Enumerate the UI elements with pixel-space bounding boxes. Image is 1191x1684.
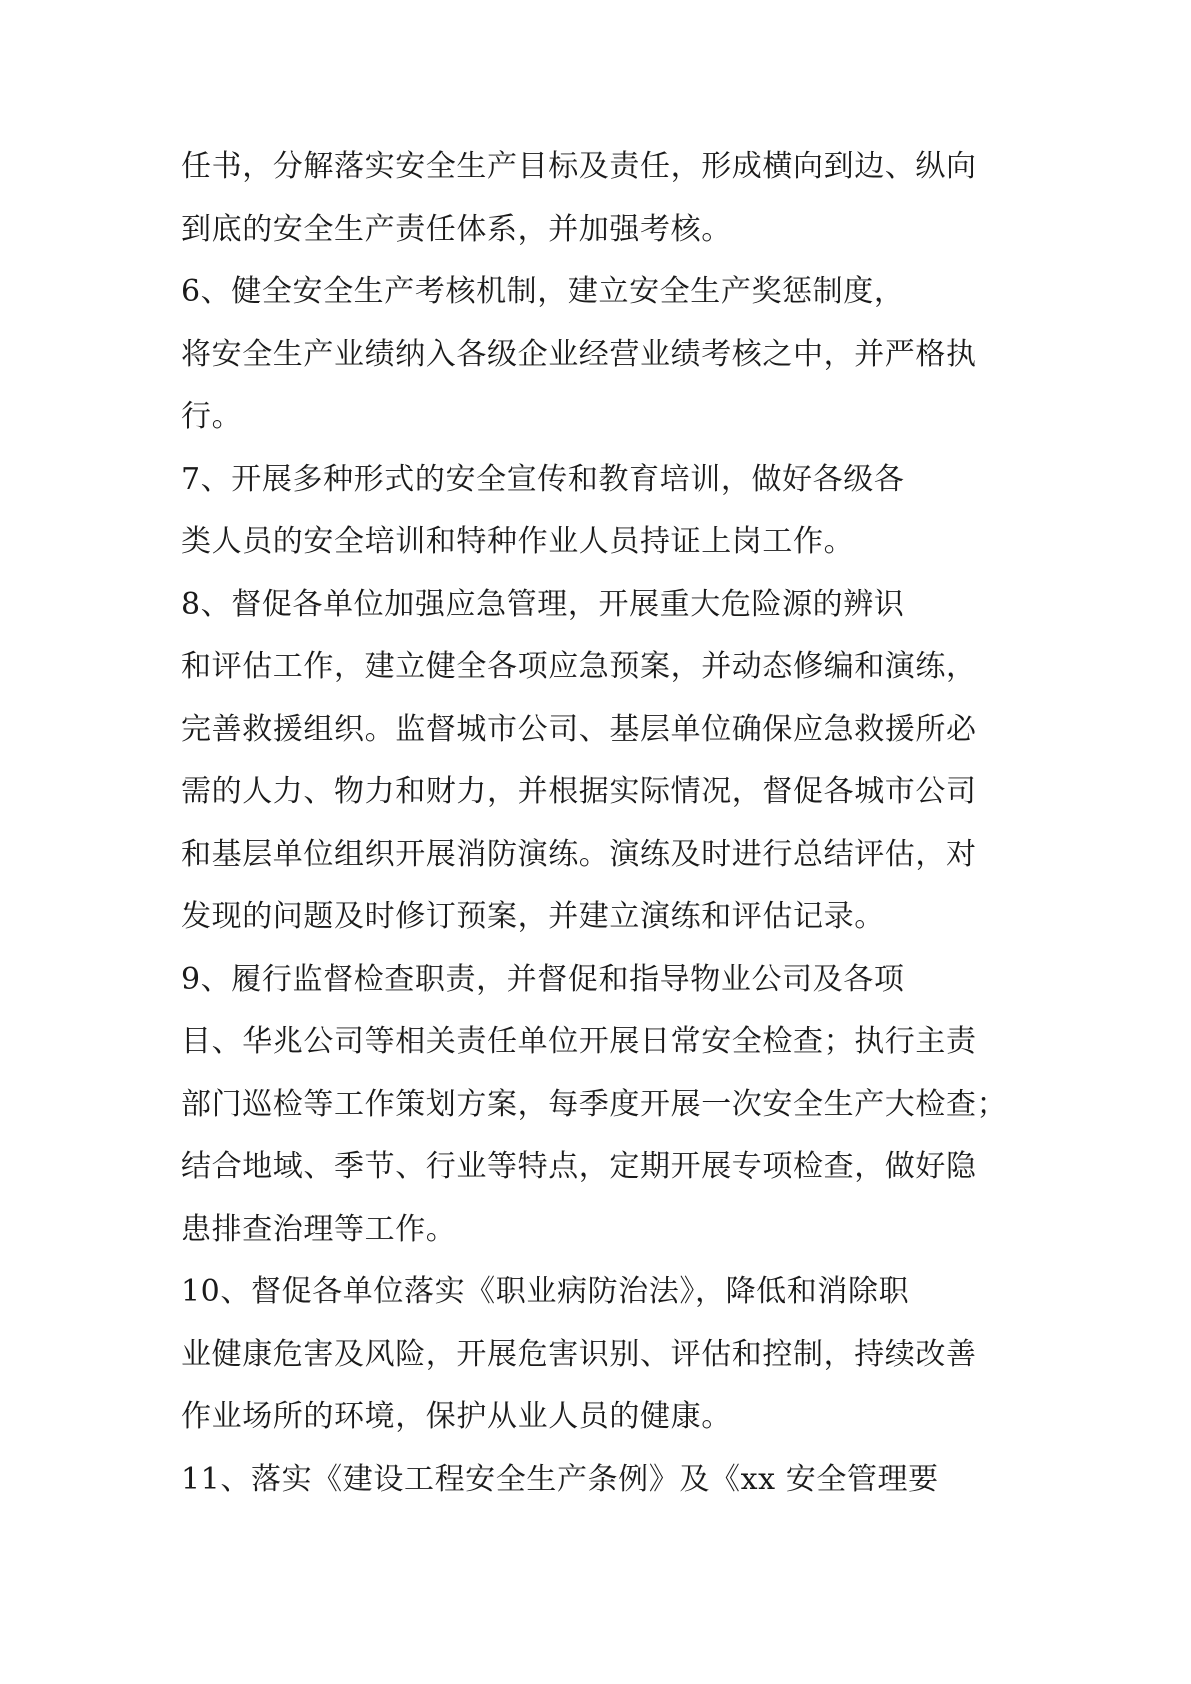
text-line: 目、华兆公司等相关责任单位开展日常安全检查；执行主责 — [181, 1024, 977, 1059]
text-line: 行。 — [181, 399, 243, 434]
text-line: 任书，分解落实安全生产目标及责任，形成横向到边、纵向 — [181, 149, 977, 184]
text-line: 到底的安全生产责任体系，并加强考核。 — [181, 211, 732, 247]
paragraph — [181, 261, 1019, 449]
text-line: 和基层单位组织开展消防演练。演练及时进行总结评估，对 — [181, 836, 977, 872]
text-line: 结合地域、季节、行业等特点，定期开展专项检查，做好隐 — [181, 1149, 977, 1184]
text-line: 9、履行监督检查职责，并督促和指导物业公司及各项 — [181, 961, 905, 997]
text-line: 发现的问题及时修订预案，并建立演练和评估记录。 — [181, 899, 885, 934]
text-line: 8、督促各单位加强应急管理，开展重大危险源的辨识 — [181, 586, 905, 622]
text-line: 10、督促各单位落实《职业病防治法》，降低和消除职 — [181, 1274, 910, 1309]
text-line: 业健康危害及风险，开展危害识别、评估和控制，持续改善 — [181, 1336, 977, 1372]
text-line: 类人员的安全培训和特种作业人员持证上岗工作。 — [181, 524, 855, 559]
text-line: 患排查治理等工作。 — [181, 1211, 457, 1247]
paragraph — [181, 449, 1019, 574]
paragraph — [181, 1449, 1019, 1512]
text-line: 6、健全安全生产考核机制，建立安全生产奖惩制度， — [181, 274, 905, 309]
text-line: 将安全生产业绩纳入各级企业经营业绩考核之中，并严格执 — [181, 336, 977, 372]
paragraph — [181, 574, 1019, 949]
paragraph — [181, 136, 1019, 261]
text-line: 部门巡检等工作策划方案，每季度开展一次安全生产大检查； — [181, 1086, 1008, 1122]
paragraph — [181, 1261, 1019, 1449]
text-line: 7、开展多种形式的安全宣传和教育培训，做好各级各 — [181, 461, 905, 497]
document-body — [181, 136, 1019, 1511]
text-line: 和评估工作，建立健全各项应急预案，并动态修编和演练， — [181, 649, 977, 684]
text-line: 需的人力、物力和财力，并根据实际情况，督促各城市公司 — [181, 774, 977, 809]
text-line: 11、落实《建设工程安全生产条例》及《xx 安全管理要 — [181, 1461, 939, 1497]
text-line: 作业场所的环境，保护从业人员的健康。 — [181, 1399, 732, 1434]
text-line: 完善救援组织。监督城市公司、基层单位确保应急救援所必 — [181, 711, 977, 747]
paragraph — [181, 949, 1019, 1262]
